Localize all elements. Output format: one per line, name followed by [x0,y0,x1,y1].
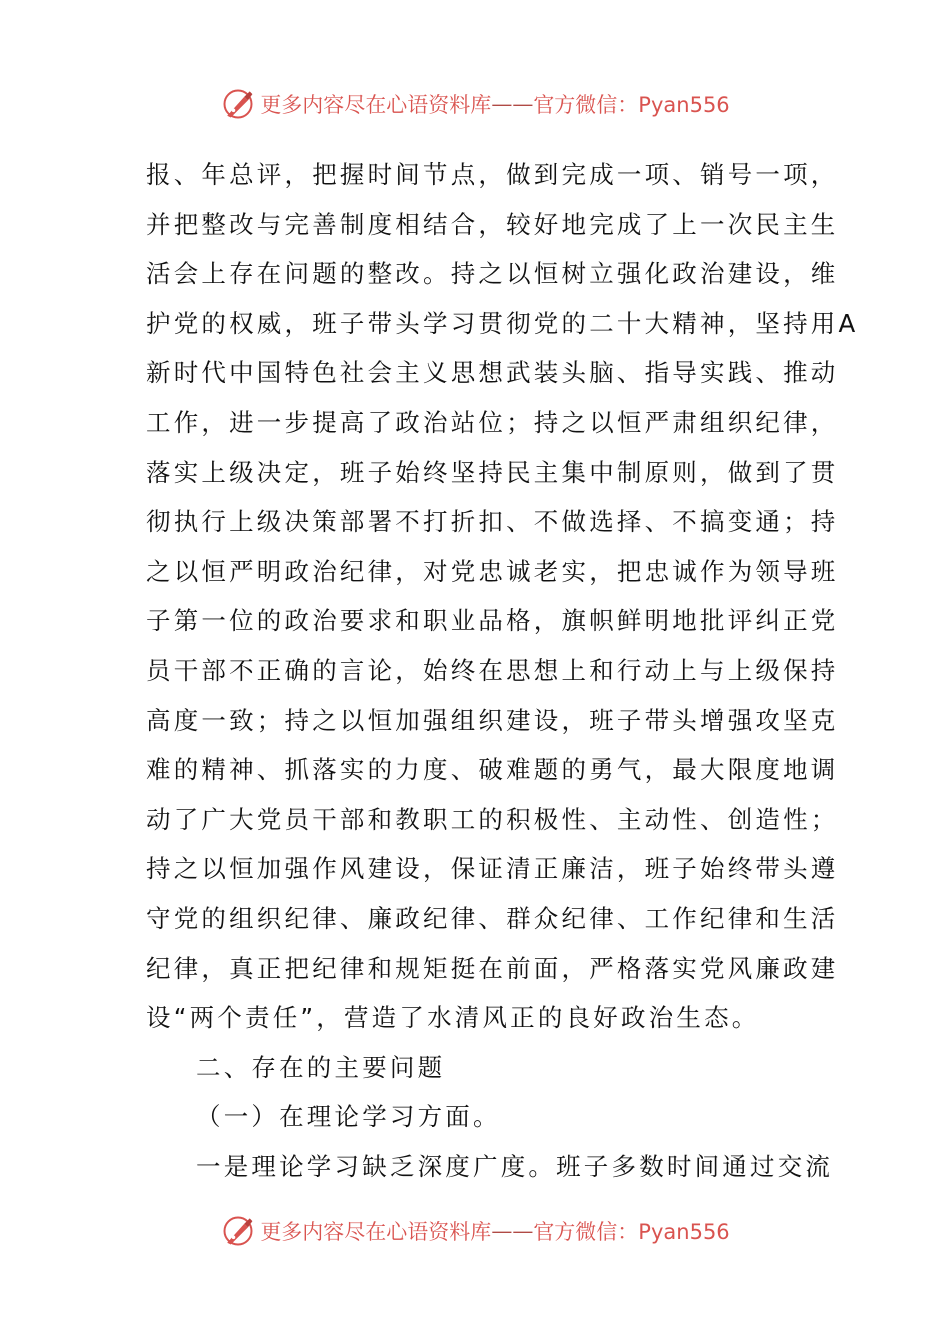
paragraph-line: 难的精神、抓落实的力度、破难题的勇气，最大限度地调 [146,755,839,785]
watermark-text: 更多内容尽在心语资料库 [260,1220,492,1244]
paragraph-line: 并把整改与完善制度相结合，较好地完成了上一次民主生 [146,209,839,239]
paragraph-line: 持之以恒加强作风建设，保证清正廉洁，班子始终带头遵 [146,854,839,884]
pen-nib-logo-icon [220,86,256,122]
paragraph-line: 彻执行上级决策部署不打折扣、不做选择、不搞变通；持 [146,507,839,537]
paragraph-line: 动了广大党员干部和教职工的积极性、主动性、创造性； [146,804,839,834]
paragraph-line: 报、年总评，把握时间节点，做到完成一项、销号一项， [146,160,839,189]
subsection-heading: （一）在理论学习方面。 [196,1102,501,1132]
paragraph-line: 活会上存在问题的整改。持之以恒树立强化政治建设，维 [146,259,839,289]
paragraph-line: 之以恒严明政治纪律，对党忠诚老实，把忠诚作为领导班 [146,556,839,586]
watermark-separator: —— [491,1219,534,1243]
paragraph-line: 一是理论学习缺乏深度广度。班子多数时间通过交流 [196,1151,834,1181]
paragraph-line: 新时代中国特色社会主义思想武装头脑、指导实践、推动 [146,358,839,388]
paragraph-line: 守党的组织纪律、廉政纪律、群众纪律、工作纪律和生活 [146,903,839,933]
paragraph-line: 工作，进一步提高了政治站位；持之以恒严肃组织纪律， [146,407,839,437]
pen-nib-logo-icon [220,1213,256,1249]
document-body [146,150,859,1191]
paragraph-line: 落实上级决定，班子始终坚持民主集中制原则，做到了贯 [146,457,839,487]
section-heading: 二、存在的主要问题 [196,1052,446,1082]
paragraph-line: 纪律，真正把纪律和规矩挺在前面，严格落实党风廉政建 [146,953,839,983]
paragraph-line: 员干部不正确的言论，始终在思想上和行动上与上级保持 [146,655,839,685]
watermark-contact: 官方微信：Pyan556 [533,1220,730,1244]
watermark-contact: 官方微信：Pyan556 [533,93,730,117]
paragraph-line: 子第一位的政治要求和职业品格，旗帜鲜明地批评纠正党 [146,606,839,636]
footer-watermark [0,1211,950,1251]
paragraph-line: 设“两个责任”，营造了水清风正的良好政治生态。 [146,1003,760,1033]
paragraph-line: 高度一致；持之以恒加强组织建设，班子带头增强攻坚克 [146,705,839,735]
watermark-text: 更多内容尽在心语资料库 [260,93,492,117]
watermark-separator: —— [491,92,534,116]
paragraph-line: 护党的权威，班子带头学习贯彻党的二十大精神，坚持用A [146,308,859,338]
header-watermark [0,84,950,124]
